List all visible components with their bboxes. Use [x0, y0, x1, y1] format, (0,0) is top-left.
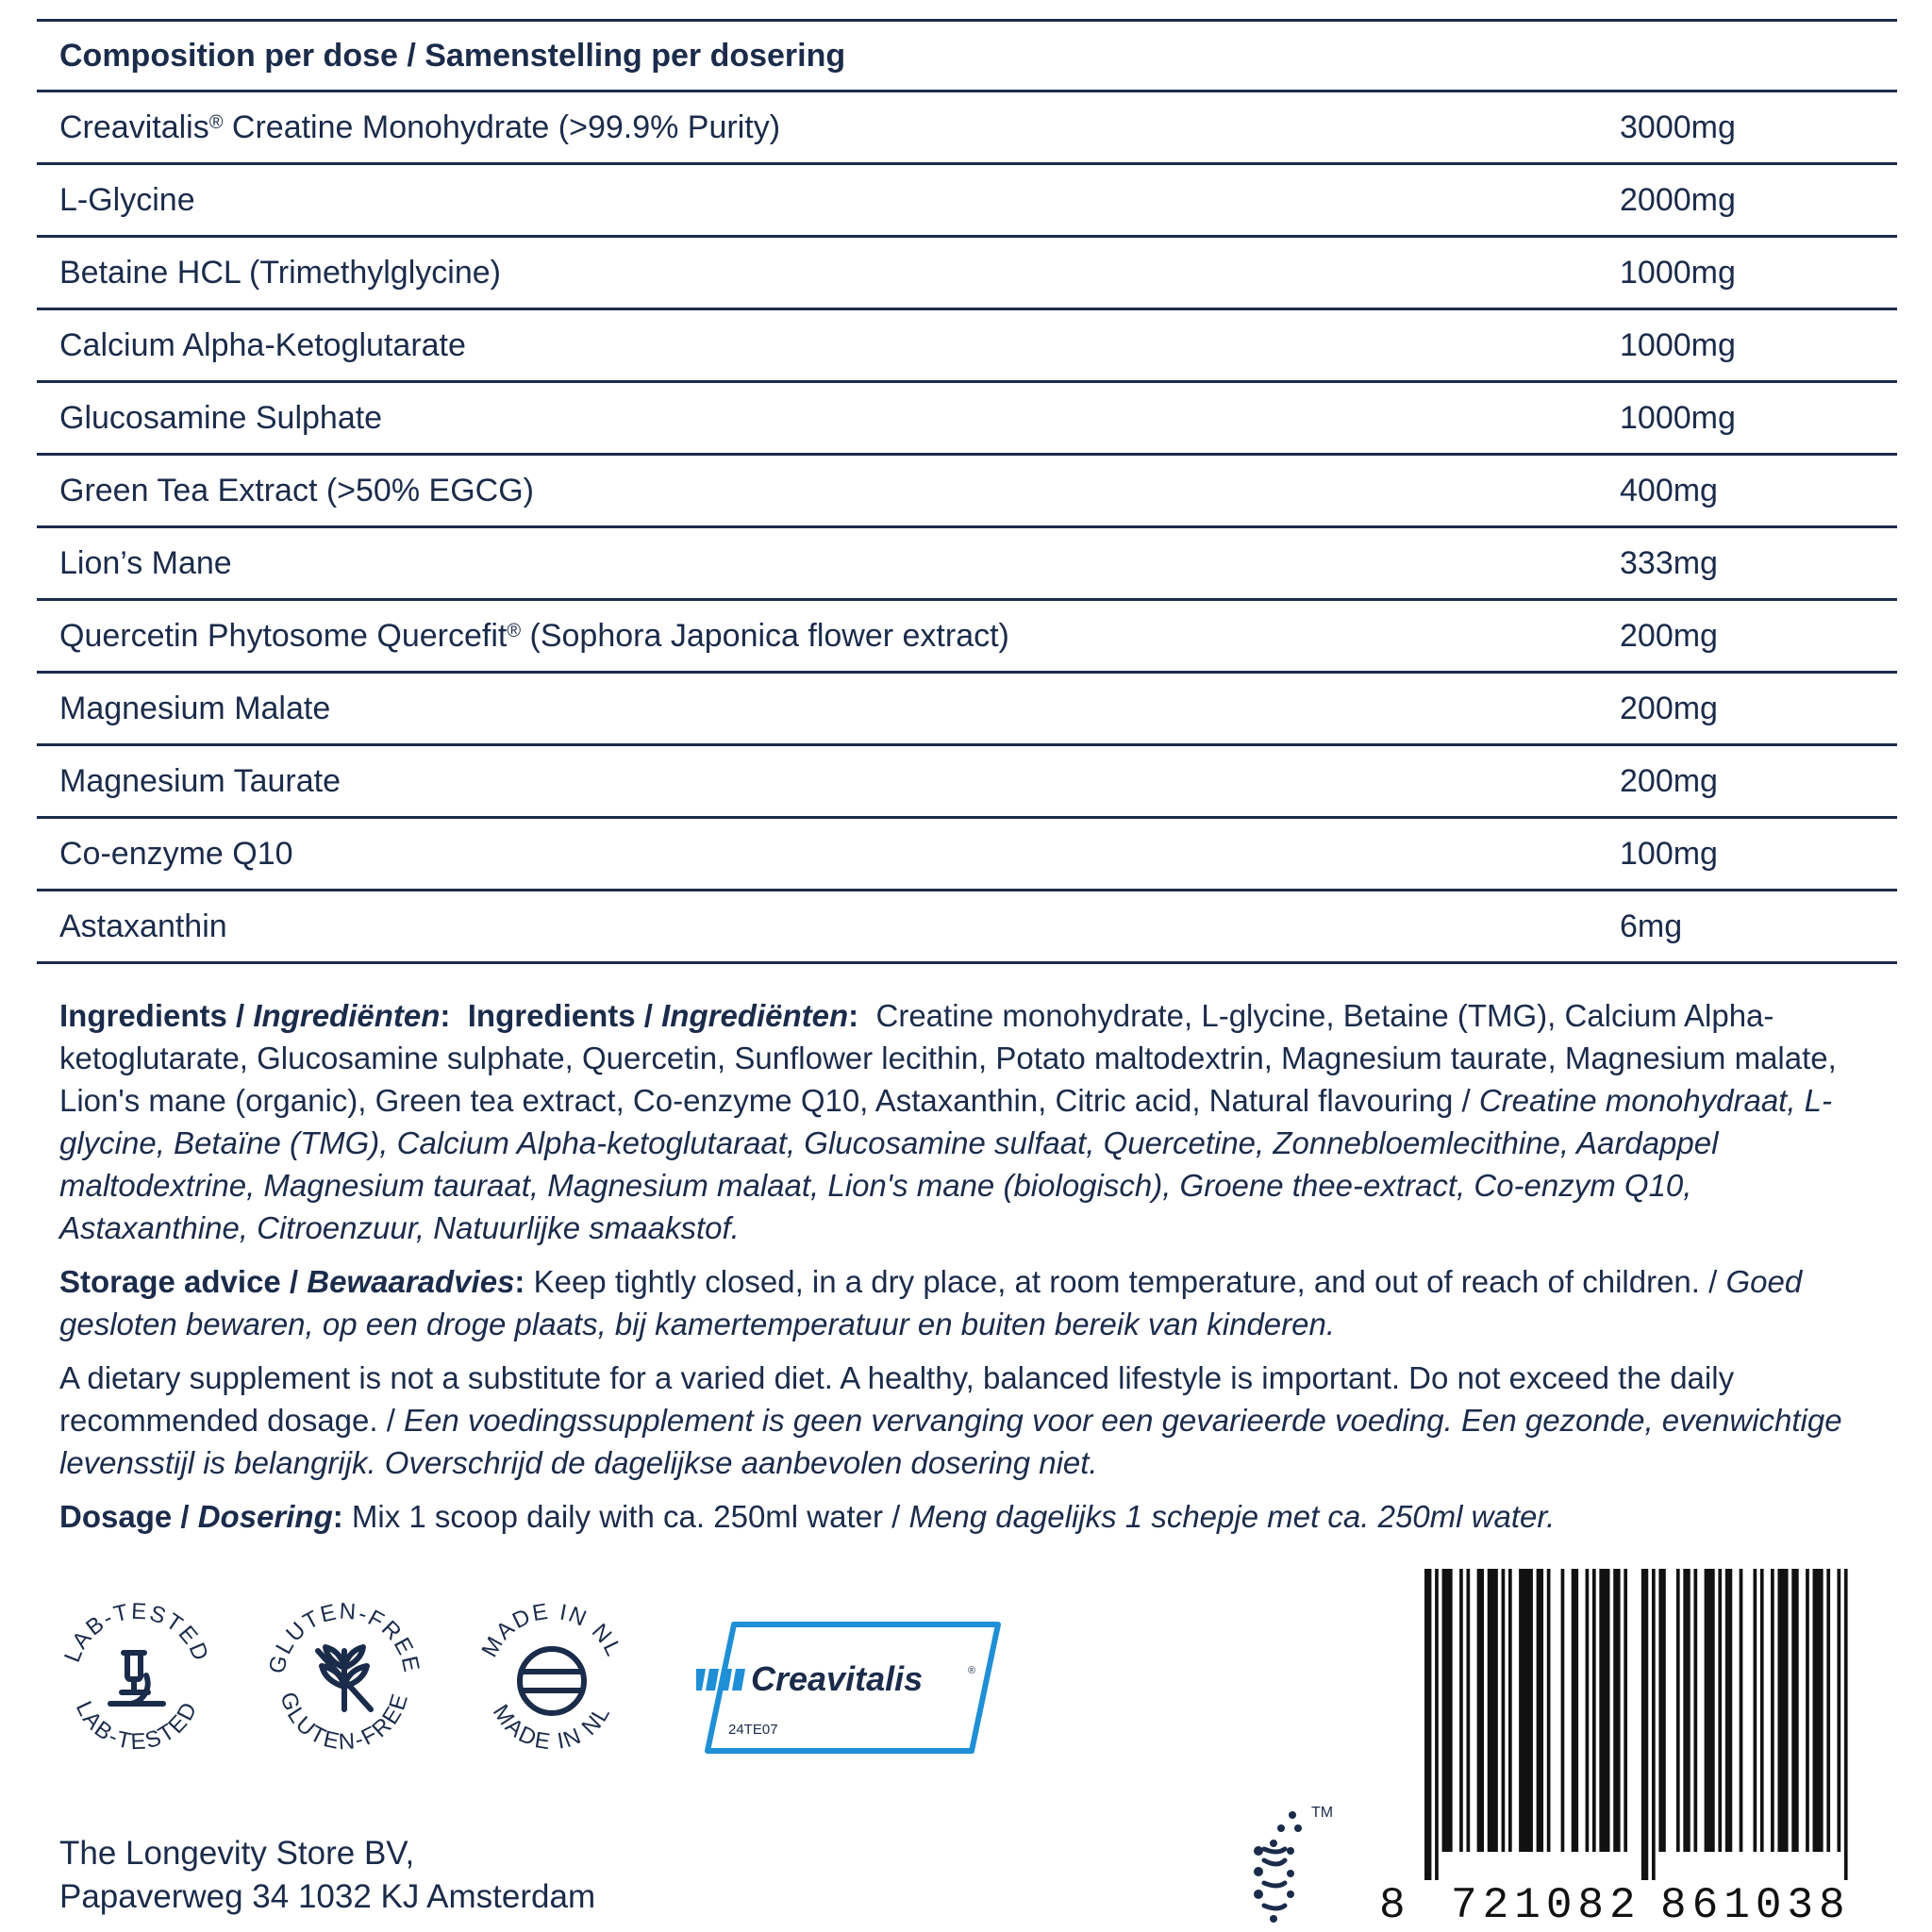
dosage-paragraph — [59, 1495, 1852, 1538]
ingredient-name-text: Lion’s Mane — [59, 544, 232, 581]
barcode-bar — [1641, 1569, 1648, 1880]
ingredient-name-text: Quercetin Phytosome Quercefit — [59, 617, 508, 654]
barcode-bar — [1740, 1569, 1743, 1852]
barcode-bar — [1519, 1569, 1533, 1852]
barcode-bar — [1683, 1569, 1690, 1852]
barcode-bar — [1826, 1569, 1830, 1852]
wheat-crossed-icon — [318, 1647, 371, 1709]
barcode-bar — [1599, 1569, 1609, 1852]
dosage-label-nl: Dosering — [197, 1499, 333, 1534]
supplement-note-paragraph — [59, 1357, 1852, 1484]
barcode-bar — [1502, 1569, 1506, 1852]
logo-bars-icon — [696, 1669, 745, 1690]
ingredient-name — [59, 255, 501, 291]
ingredient-amount: 3000mg — [1620, 108, 1736, 145]
flag-circle-icon — [520, 1649, 584, 1713]
barcode-bar — [1508, 1569, 1512, 1852]
storage-text-nl: Goed gesloten bewaren, op een droge plaats, bij kamertemperatuur en buiten bereik van kinderen. — [59, 1264, 1803, 1341]
table-row — [37, 238, 1897, 310]
barcode-bar — [1753, 1569, 1757, 1852]
barcode-bar — [1813, 1569, 1824, 1852]
table-row — [37, 528, 1897, 601]
ingredient-amount: 1000mg — [1620, 254, 1736, 291]
ingredient-amount: 1000mg — [1620, 399, 1736, 436]
barcode-bar — [1435, 1569, 1439, 1880]
batch-code: 24TE07 — [728, 1722, 778, 1738]
table-row — [37, 456, 1897, 528]
table-row — [37, 92, 1897, 165]
gluten-free-text-top: GLUTEN-FREE — [263, 1598, 425, 1676]
barcode-bar — [1760, 1569, 1764, 1852]
ingredient-name-text: L-Glycine — [59, 181, 195, 218]
ingredient-amount: 333mg — [1620, 544, 1718, 581]
ingredient-name — [59, 400, 382, 437]
supplement-note-nl: Een voedingssupplement is geen vervanging voor een gevarieerde voeding. Een gezonde, evenwichtige levensstijl is belangrijk. Overschrijd de dagelijkse aanbevolen dosering niet. — [59, 1403, 1842, 1480]
ingredient-amount: 200mg — [1620, 617, 1718, 654]
barcode-bar — [1592, 1569, 1596, 1852]
storage-label: Storage advice / — [59, 1264, 308, 1299]
dna-brand-mark-icon — [1245, 1802, 1349, 1932]
ingredient-name-text: Astaxanthin — [59, 908, 227, 944]
registered-mark: ® — [507, 620, 522, 641]
svg-text:MADE IN NL — [488, 1700, 616, 1755]
made-in-nl-text-bottom: MADE IN NL — [487, 1700, 616, 1756]
ingredient-name — [59, 691, 330, 727]
creavitalis-logo — [696, 1617, 1008, 1758]
barcode-group-1: 721082 — [1451, 1881, 1641, 1930]
table-row — [37, 383, 1897, 456]
barcode-group-2: 861038 — [1660, 1881, 1851, 1930]
barcode-bar — [1777, 1569, 1788, 1852]
barcode-bar — [1488, 1569, 1498, 1852]
barcode-bar — [1477, 1569, 1484, 1852]
barcode-bar — [1424, 1569, 1431, 1880]
ingredient-name — [59, 473, 534, 509]
barcode — [1424, 1569, 1855, 1880]
barcode-bar — [1624, 1569, 1627, 1852]
barcode-bar — [1844, 1569, 1848, 1880]
barcode-first-digit: 8 — [1379, 1881, 1406, 1930]
storage-paragraph — [59, 1260, 1852, 1345]
barcode-bar — [1537, 1569, 1543, 1852]
ingredients-label: Ingredients / — [59, 998, 254, 1033]
ingredient-name — [59, 327, 466, 364]
barcode-bar — [1725, 1569, 1732, 1852]
barcode-bar — [1466, 1569, 1470, 1852]
barcode-bar — [1586, 1569, 1590, 1852]
ingredient-name-text: Magnesium Malate — [59, 690, 331, 726]
ingredients-label-nl-repeat: Ingrediënten — [661, 998, 849, 1033]
barcode-bar — [1791, 1569, 1798, 1852]
dosage-text-en: Mix 1 scoop daily with ca. 250ml water / — [342, 1499, 909, 1534]
ingredients-text-en: Creatine monohydrate, L-glycine, Betaine (TMG), Calcium Alpha-ketoglutarate, Glucosamine sulphate, Quercetin, Sunflower lecithin, Potato maltodextrin, Magnesium taurate, Magnesium malate, Lion's mane (organic), Green tea extract, Co-enzyme Q10, Astaxanthin, Citric acid, Natural flavouring / — [59, 998, 1845, 1118]
ingredient-name — [59, 763, 341, 800]
barcode-bar — [1705, 1569, 1715, 1852]
ingredient-name — [59, 618, 1009, 655]
lab-tested-badge — [52, 1594, 222, 1764]
ingredient-name-text: Green Tea Extract (>50% EGCG) — [59, 472, 534, 508]
creavitalis-brand-text: Creavitalis — [751, 1659, 924, 1698]
ingredients-paragraph — [59, 994, 1852, 1249]
made-in-nl-badge — [467, 1594, 637, 1764]
ingredient-name-rest: (Sophora Japonica flower extract) — [521, 617, 1009, 654]
ingredients-colon: : — [440, 998, 451, 1033]
table-row — [37, 819, 1897, 891]
barcode-bar — [1718, 1569, 1722, 1852]
ingredient-amount: 6mg — [1620, 908, 1683, 944]
trademark-text: TM — [1311, 1805, 1334, 1821]
svg-text:LAB-TESTED — [59, 1599, 214, 1666]
ingredient-name-rest: Creatine Monohydrate (>99.9% Purity) — [223, 108, 781, 145]
ingredient-name-text: Glucosamine Sulphate — [59, 399, 383, 436]
barcode-bar — [1676, 1569, 1680, 1852]
ingredient-name-text: Co-enzyme Q10 — [59, 835, 293, 872]
ingredients-label-nl: Ingrediënten — [253, 998, 441, 1033]
composition-table — [37, 19, 1897, 964]
table-header: Composition per dose / Samenstelling per dosering — [59, 37, 846, 74]
creavitalis-reg-mark: ® — [968, 1665, 976, 1676]
ingredients-colon-repeat: : — [848, 998, 859, 1033]
dosage-colon: : — [332, 1499, 343, 1534]
barcode-bar — [1442, 1569, 1453, 1852]
ingredient-name-text: Creavitalis — [59, 108, 209, 145]
ingredients-label-repeat: Ingredients / — [467, 998, 662, 1033]
registered-mark: ® — [208, 111, 224, 133]
barcode-bar — [1837, 1569, 1840, 1852]
barcode-bar — [1652, 1569, 1656, 1880]
barcode-bar — [1572, 1569, 1578, 1852]
ingredient-name — [59, 182, 195, 219]
dosage-label: Dosage / — [59, 1499, 198, 1534]
barcode-bar — [1771, 1569, 1774, 1852]
storage-text-en: Keep tightly closed, in a dry place, at room temperature, and out of reach of children. / — [525, 1264, 1726, 1299]
barcode-bar — [1613, 1569, 1620, 1852]
table-row — [37, 165, 1897, 238]
ingredient-amount: 1000mg — [1620, 326, 1736, 363]
ingredient-amount: 100mg — [1620, 835, 1718, 872]
company-address — [59, 1832, 595, 1919]
table-row — [37, 891, 1897, 964]
gluten-free-text-bottom: GLUTEN-FREE — [275, 1689, 414, 1756]
ingredients-text-nl: Creatine monohydraat, L-glycine, Betaïne (TMG), Calcium Alpha-ketoglutaraat, Glucosamine sulfaat, Quercetine, Zonnebloemlecithine, Aardappel maltodextrine, Magnesium tauraat, Magnesium malaat, Lion's mane (biologisch), Groene thee-extract, Co-enzym Q10, Astaxanthine, Citroenzuur, Natuurlijke smaakstof. — [59, 1083, 1833, 1245]
barcode-bar — [1547, 1569, 1551, 1852]
address-line-1: The Longevity Store BV, — [59, 1835, 415, 1872]
barcode-bar — [1693, 1569, 1697, 1852]
ingredient-name-text: Calcium Alpha-Ketoglutarate — [59, 326, 466, 363]
barcode-bar — [1806, 1569, 1809, 1852]
table-row — [37, 310, 1897, 383]
svg-text:MADE IN NL — [476, 1599, 626, 1662]
address-line-2: Papaverweg 34 1032 KJ Amsterdam — [59, 1878, 596, 1915]
ingredient-amount: 200mg — [1620, 762, 1718, 799]
ingredient-amount: 2000mg — [1620, 181, 1736, 218]
table-header-row — [37, 22, 1897, 92]
table-row — [37, 746, 1897, 819]
ingredient-name-text: Betaine HCL (Trimethylglycine) — [59, 254, 501, 291]
table-row — [37, 674, 1897, 746]
ingredient-name — [59, 545, 232, 582]
supplement-note-en: A dietary supplement is not a substitute for a varied diet. A healthy, balanced lifestyle is important. Do not exceed the daily recommended dosage. / — [59, 1360, 1735, 1438]
lab-tested-text-top: LAB-TESTED — [59, 1598, 214, 1666]
ingredient-name — [59, 109, 780, 146]
storage-colon: : — [514, 1264, 525, 1299]
ingredient-name-text: Magnesium Taurate — [59, 762, 341, 799]
ingredient-name — [59, 908, 227, 945]
dosage-text-nl: Meng dagelijks 1 schepje met ca. 250ml water. — [908, 1499, 1556, 1534]
lab-tested-text-bottom: LAB-TESTED — [70, 1696, 204, 1756]
table-row — [37, 601, 1897, 674]
storage-label-nl: Bewaaradvies — [307, 1264, 515, 1299]
ingredient-amount: 200mg — [1620, 690, 1718, 726]
barcode-bar — [1658, 1569, 1665, 1852]
ingredient-name — [59, 836, 293, 873]
made-in-nl-text-top: MADE IN NL — [476, 1598, 627, 1662]
barcode-bar — [1561, 1569, 1565, 1852]
ingredient-amount: 400mg — [1620, 472, 1718, 508]
microscope-icon — [110, 1653, 163, 1704]
gluten-free-badge — [259, 1594, 429, 1764]
barcode-bar — [1459, 1569, 1463, 1852]
info-text — [59, 994, 1852, 1549]
